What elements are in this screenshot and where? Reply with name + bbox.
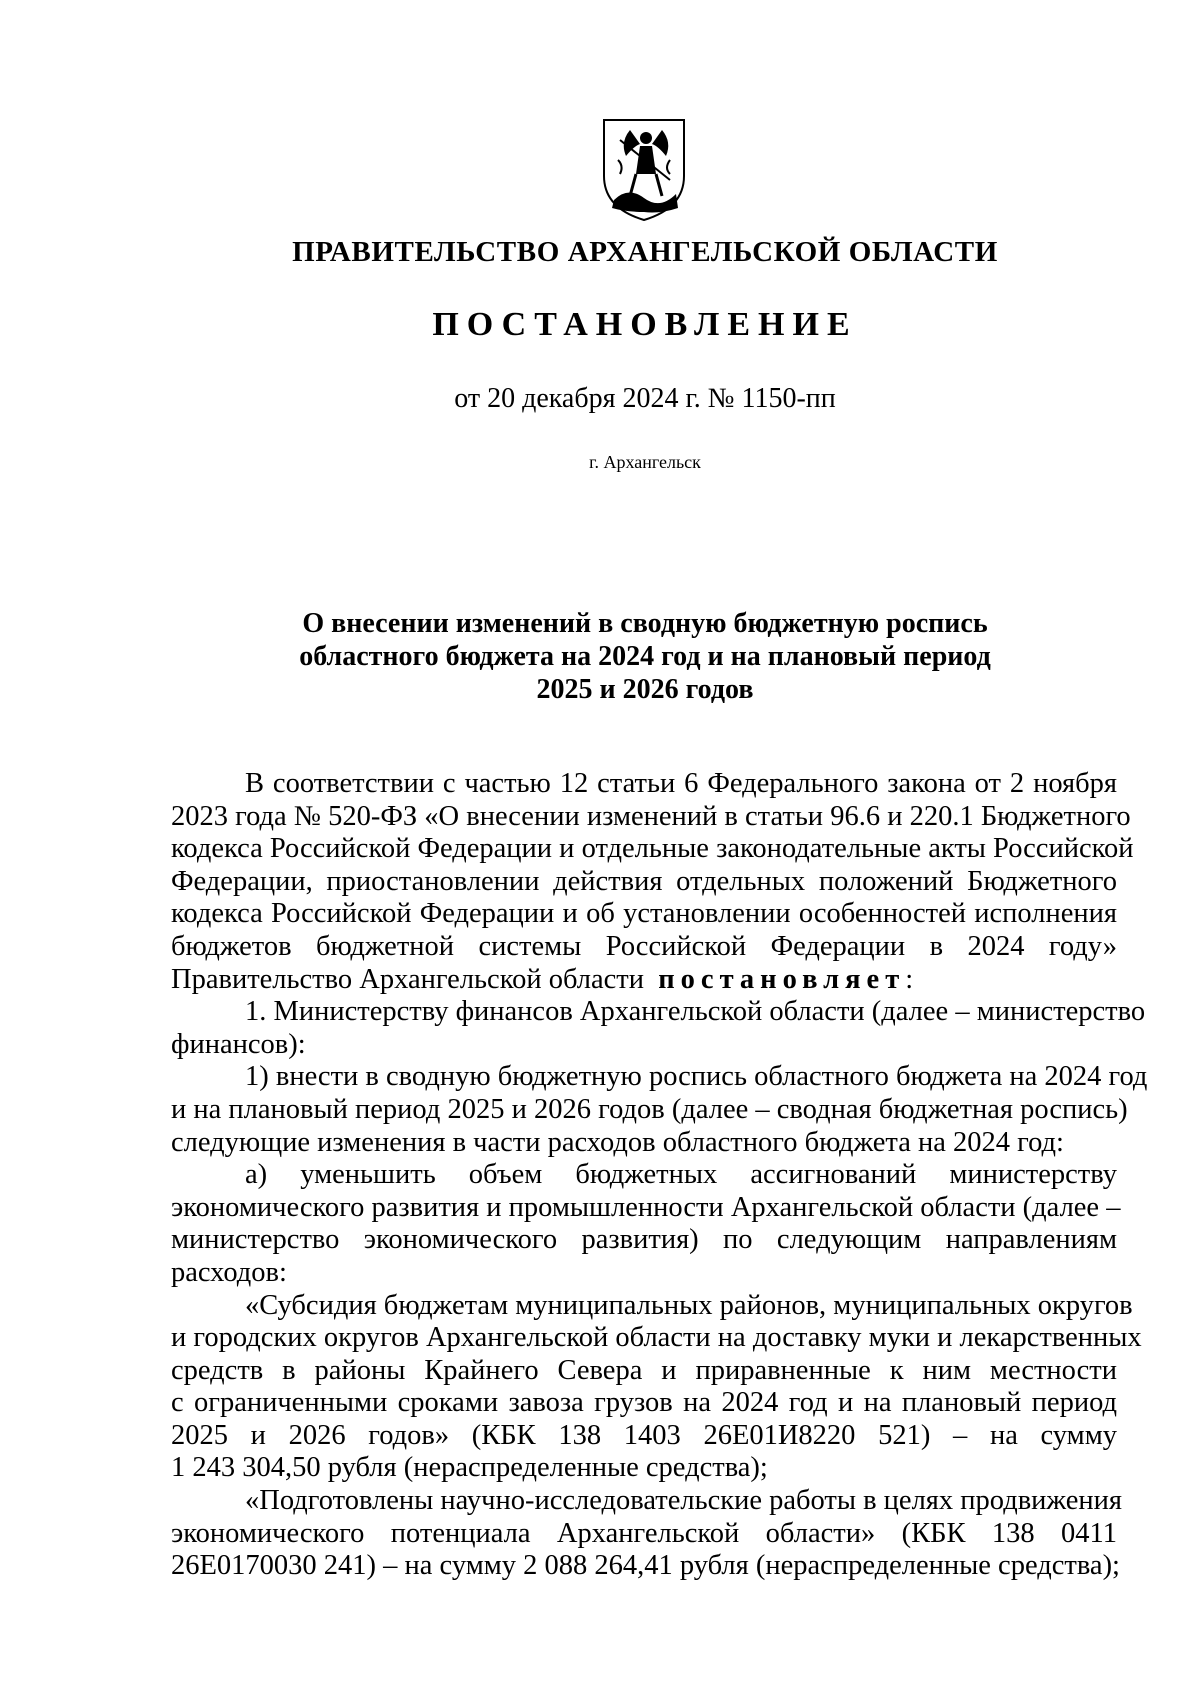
body-line: 1) внести в сводную бюджетную роспись областного бюджета на 2024 год <box>245 1061 1148 1093</box>
body-line: бюджетов бюджетной системы Российской Федерации в 2024 году» <box>171 930 1117 962</box>
body-line: «Субсидия бюджетам муниципальных районов, муниципальных округов <box>245 1289 1133 1321</box>
document-subject <box>0 607 1200 706</box>
decree-keyword: постановляет <box>658 963 906 995</box>
body-line: и на плановый период 2025 и 2026 годов (далее – сводная бюджетная роспись) <box>171 1093 1128 1125</box>
body-line: 2025 и 2026 годов» (КБК 138 1403 26Е01И8220 521) – на сумму <box>171 1419 1117 1451</box>
government-name: ПРАВИТЕЛЬСТВО АРХАНГЕЛЬСКОЙ ОБЛАСТИ <box>292 236 998 268</box>
body-line: с ограниченными сроками завоза грузов на 2024 год и на плановый период <box>171 1387 1117 1419</box>
body-line: кодекса Российской Федерации и об установлении особенностей исполнения <box>171 898 1117 930</box>
body-line: 2023 года № 520-ФЗ «О внесении изменений в статьи 96.6 и 220.1 Бюджетного <box>171 800 1131 832</box>
document-body <box>171 768 1148 1583</box>
subject-line: 2025 и 2026 годов <box>536 674 754 705</box>
archangel-coat-of-arms-icon <box>600 116 688 224</box>
body-line: экономического развития и промышленности Архангельской области (далее – <box>171 1191 1121 1223</box>
body-line: а) уменьшить объем бюджетных ассигнований министерству <box>245 1159 1117 1191</box>
body-text: Правительство Архангельской области <box>171 963 644 995</box>
body-line: министерство экономического развития) по следующим направлениям <box>171 1224 1117 1256</box>
body-line: финансов): <box>171 1028 306 1060</box>
body-line: расходов: <box>171 1256 287 1288</box>
body-line: средств в районы Крайнего Севера и приравненные к ним местности <box>171 1354 1117 1386</box>
subject-line: О внесении изменений в сводную бюджетную роспись <box>302 608 988 639</box>
body-line <box>171 964 1117 997</box>
body-line: 26Е0170030 241) – на сумму 2 088 264,41 рубля (нераспределенные средства); <box>171 1550 1120 1582</box>
body-line: 1. Министерству финансов Архангельской области (далее – министерство <box>245 996 1146 1028</box>
body-line: кодекса Российской Федерации и отдельные законодательные акты Российской <box>171 833 1134 865</box>
body-line: Федерации, приостановлении действия отдельных положений Бюджетного <box>171 865 1117 897</box>
body-line: В соответствии с частью 12 статьи 6 Федерального закона от 2 ноября <box>245 768 1117 799</box>
body-line: «Подготовлены научно-исследовательские работы в целях продвижения <box>245 1485 1123 1517</box>
body-line: экономического потенциала Архангельской области» (КБК 138 0411 <box>171 1517 1117 1549</box>
subject-line: областного бюджета на 2024 год и на плановый период <box>299 641 991 672</box>
document-date-number: от 20 декабря 2024 г. № 1150-пп <box>454 383 836 414</box>
document-type: ПОСТАНОВЛЕНИЕ <box>432 306 858 343</box>
body-line: и городских округов Архангельской области на доставку муки и лекарственных <box>171 1322 1142 1354</box>
body-line: следующие изменения в части расходов областного бюджета на 2024 год: <box>171 1126 1064 1158</box>
document-city: г. Архангельск <box>589 452 701 472</box>
body-text: : <box>905 963 914 995</box>
body-line: 1 243 304,50 рубля (нераспределенные средства); <box>171 1452 768 1484</box>
